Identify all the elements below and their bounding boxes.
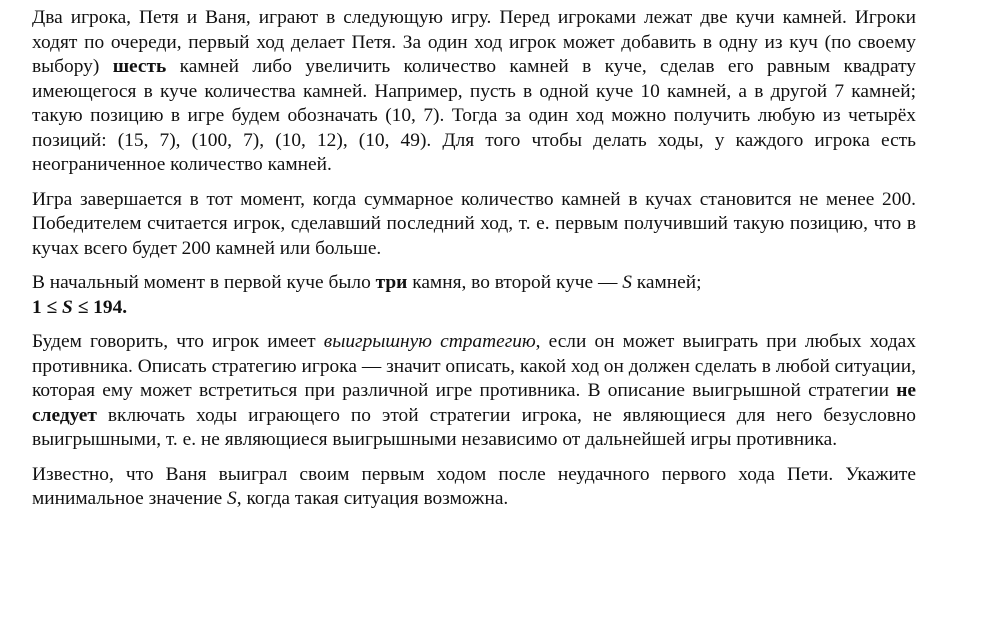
paragraph-initial-state [32,271,916,320]
paragraph-game-rules [32,6,916,178]
paragraph-question [32,463,916,512]
text-run: камней либо увеличить количество камней в куче, сделав его равным квадрату имеющегося в куче количества камней. Например, пусть в одной куче 10 камней, а в другой 7 камней; такую позицию в игре будем обозначать (10, 7). Тогда за один ход можно получить любую из четырёх позиций: (15, 7), (100, 7), (10, 12), (10, 49). Для того чтобы делать ходы, у каждого игрока есть неограниченное количество камней. [32,56,916,175]
emphasis-should-not: не следует [32,380,916,426]
text-run: Два игрока, Петя и Ваня, играют в следующую игру. Перед игроками лежат две кучи камней. Игроки ходят по очереди, первый ход делает Петя. За один ход игрок может добавить в одну из куч (по своему выбору) [32,7,916,77]
text-run: Известно, что Ваня выиграл своим первым ходом после неудачного первого хода Пети. Укажите минимальное значение [32,463,916,509]
text-run: камней; [631,272,702,293]
term-winning-strategy: выигрышную стратегию [323,331,536,352]
text-run: В начальный момент в первой куче было [32,272,376,293]
variable-s: S [62,296,73,318]
text-run: Игра завершается в тот момент, когда суммарное количество камней в кучах становится не менее 200. Победителем считается игрок, сделавший последний ход, т. е. первым получивший такую позицию, что в кучах всего будет 200 камней или больше. [32,188,916,259]
task-text [32,6,916,512]
paragraph-strategy-definition [32,330,916,453]
paragraph-end-condition [32,188,916,262]
emphasis-six: шесть [112,56,167,77]
text-run: включать ходы играющего по этой стратегии игрока, не являющиеся для него безусловно выигрышными, т. е. не являющиеся выигрышными независимо от дальнейшей игры противника. [32,404,916,450]
range-text: 1 ≤ [32,296,63,318]
variable-s: S [227,488,237,509]
emphasis-three: три [375,272,408,293]
text-run: , когда такая ситуация возможна. [236,488,509,509]
variable-s: S [622,272,632,293]
text-run: камня, во второй куче — [407,272,623,293]
text-run: Будем говорить, что игрок имеет [32,331,324,352]
text-run: , если он может выиграть при любых ходах противника. Описать стратегию игрока — значит описать, какой ход он должен сделать в любой ситуации, которая ему может встретиться при различной игре противника. В описание выигрышной стратегии [32,331,916,401]
range-text: ≤ 194. [72,296,128,318]
